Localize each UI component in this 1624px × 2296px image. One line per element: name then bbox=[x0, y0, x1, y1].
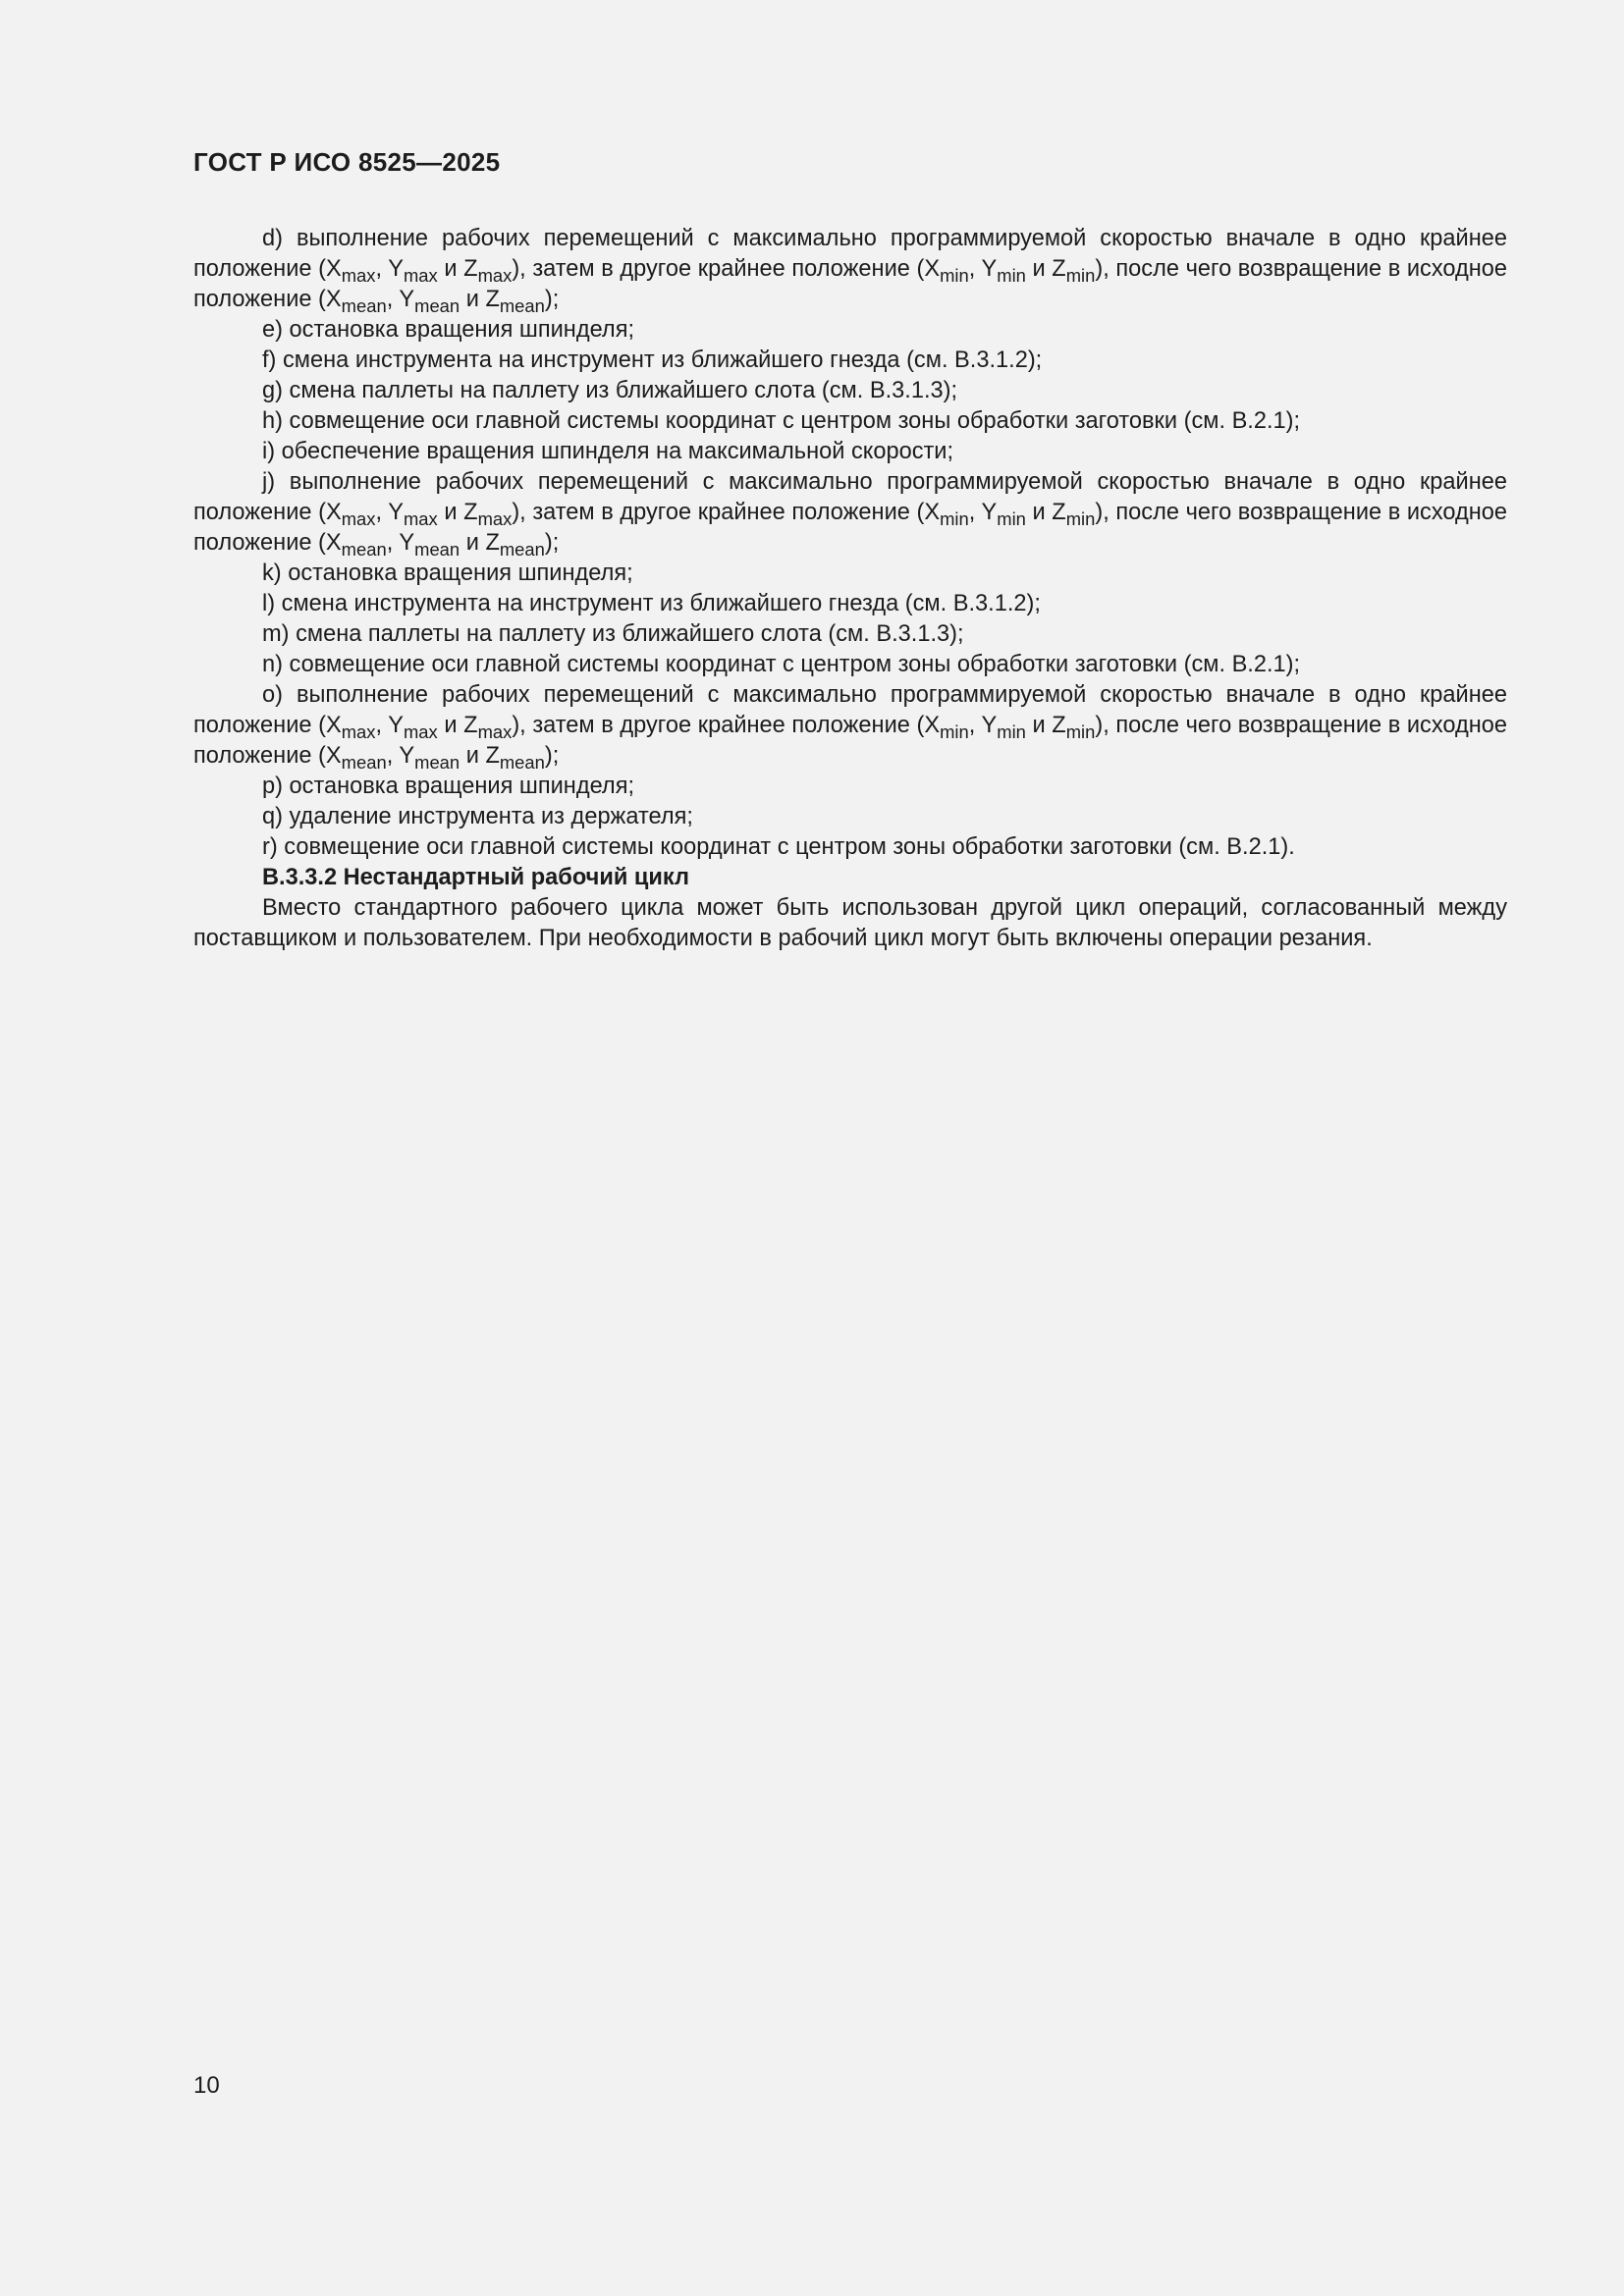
list-item-m: m) смена паллеты на паллету из ближайшего слота (см. В.3.1.3); bbox=[262, 621, 964, 647]
subscript-min: min bbox=[940, 507, 969, 529]
subscript-mean: mean bbox=[414, 751, 460, 773]
axis-y: Y bbox=[981, 256, 998, 282]
axis-x: X bbox=[325, 500, 342, 525]
subscript-mean: mean bbox=[414, 538, 460, 560]
subscript-min: min bbox=[940, 721, 969, 742]
axis-y: Y bbox=[388, 256, 404, 282]
item-label: o) bbox=[262, 682, 283, 708]
list-item-d: d) выполнение рабочих перемещений с максимально программируемой скоростью вначале в одно крайнее положение ($X_{max}$, $Y_{max}$ и $Z_{max}$), затем в другое крайнее положение ($X_{min}$, $Y_{min}$ и $Z_{min}$), после чего возвращение в исходное положение ($X_{mean}$, $Y_{mean}$ и $Z_{mean}$); bbox=[193, 226, 1508, 316]
subscript-min: min bbox=[1065, 721, 1096, 742]
movement-intro: выполнение рабочих перемещений с максимально программируемой скоростью вначале в одно крайнее положение ( bbox=[193, 469, 1507, 525]
subscript-mean: mean bbox=[341, 751, 387, 773]
subscript-max: max bbox=[403, 721, 438, 742]
list-item-o: o) выполнение рабочих перемещений с максимально программируемой скоростью вначале в одно крайнее положение ($X_{max}$, $Y_{max}$ и $Z_{max}$), затем в другое крайнее положение ($X_{min}$, $Y_{min}$ и $Z_{min}$), после чего возвращение в исходное положение ($X_{mean}$, $Y_{mean}$ и $Z_{mean}$); bbox=[193, 682, 1508, 773]
subscript-min: min bbox=[997, 264, 1026, 286]
list-item-e: e) остановка вращения шпинделя; bbox=[262, 317, 635, 343]
axis-x: X bbox=[924, 256, 941, 282]
list-item-l: l) смена инструмента на инструмент из ближайшего гнезда (см. В.3.1.2); bbox=[262, 591, 1041, 616]
section-heading: В.3.3.2 Нестандартный рабочий цикл bbox=[262, 865, 690, 890]
axis-y: Y bbox=[981, 500, 998, 525]
subscript-min: min bbox=[997, 721, 1026, 742]
axis-z: Z bbox=[1052, 500, 1066, 525]
subscript-mean: mean bbox=[341, 538, 387, 560]
axis-x: X bbox=[924, 500, 941, 525]
page-number: 10 bbox=[193, 2072, 220, 2099]
subscript-mean: mean bbox=[341, 294, 387, 316]
item-label: j) bbox=[262, 469, 276, 495]
axis-x: X bbox=[325, 256, 342, 282]
subscript-max: max bbox=[477, 721, 513, 742]
movement-intro: выполнение рабочих перемещений с максимально программируемой скоростью вначале в одно крайнее положение ( bbox=[193, 682, 1507, 738]
axis-x: X bbox=[325, 713, 342, 738]
subscript-min: min bbox=[1065, 507, 1096, 529]
document-body bbox=[193, 224, 1507, 954]
axis-x: X bbox=[924, 713, 941, 738]
subscript-max: max bbox=[403, 507, 438, 529]
movement-intro: выполнение рабочих перемещений с максимально программируемой скоростью вначале в одно крайнее положение ( bbox=[193, 226, 1507, 282]
subscript-max: max bbox=[477, 264, 513, 286]
subscript-max: max bbox=[403, 264, 438, 286]
axis-z: Z bbox=[463, 500, 478, 525]
list-item-i: i) обеспечение вращения шпинделя на максимальной скорости; bbox=[262, 439, 954, 464]
axis-y: Y bbox=[399, 743, 415, 769]
list-item-q: q) удаление инструмента из держателя; bbox=[262, 804, 693, 829]
subscript-mean: mean bbox=[499, 294, 545, 316]
subscript-mean: mean bbox=[414, 294, 460, 316]
subscript-min: min bbox=[1065, 264, 1096, 286]
axis-z: Z bbox=[463, 256, 478, 282]
subscript-max: max bbox=[341, 507, 376, 529]
document-header: ГОСТ Р ИСО 8525—2025 bbox=[193, 147, 501, 177]
subscript-mean: mean bbox=[499, 751, 545, 773]
axis-y: Y bbox=[399, 287, 415, 312]
list-item-h: h) совмещение оси главной системы координат с центром зоны обработки заготовки (см. В.2.1); bbox=[262, 408, 1301, 434]
list-item-r: r) совмещение оси главной системы координат с центром зоны обработки заготовки (см. В.2.1). bbox=[262, 834, 1295, 860]
item-label: d) bbox=[262, 226, 283, 251]
list-item-j: j) выполнение рабочих перемещений с максимально программируемой скоростью вначале в одно крайнее положение ($X_{max}$, $Y_{max}$ и $Z_{max}$), затем в другое крайнее положение ($X_{min}$, $Y_{min}$ и $Z_{min}$), после чего возвращение в исходное положение ($X_{mean}$, $Y_{mean}$ и $Z_{mean}$); bbox=[193, 469, 1508, 560]
axis-y: Y bbox=[981, 713, 998, 738]
subscript-max: max bbox=[477, 507, 513, 529]
axis-x: X bbox=[325, 743, 342, 769]
axis-x: X bbox=[325, 530, 342, 556]
axis-y: Y bbox=[388, 500, 404, 525]
list-item-k: k) остановка вращения шпинделя; bbox=[262, 561, 633, 586]
list-item-n: n) совмещение оси главной системы координат с центром зоны обработки заготовки (см. В.2.1); bbox=[262, 652, 1301, 677]
subscript-min: min bbox=[997, 507, 1026, 529]
axis-z: Z bbox=[485, 530, 500, 556]
axis-z: Z bbox=[485, 743, 500, 769]
axis-y: Y bbox=[388, 713, 404, 738]
subscript-max: max bbox=[341, 264, 376, 286]
axis-z: Z bbox=[1052, 713, 1066, 738]
section-paragraph: Вместо стандартного рабочего цикла может быть использован другой цикл операций, согласованный между поставщиком и пользователем. При необходимости в рабочий цикл могут быть включены операции резания. bbox=[193, 895, 1507, 951]
axis-y: Y bbox=[399, 530, 415, 556]
list-item-f: f) смена инструмента на инструмент из ближайшего гнезда (см. В.3.1.2); bbox=[262, 347, 1043, 373]
axis-z: Z bbox=[1052, 256, 1066, 282]
axis-z: Z bbox=[463, 713, 478, 738]
list-item-p: p) остановка вращения шпинделя; bbox=[262, 774, 635, 799]
axis-z: Z bbox=[485, 287, 500, 312]
subscript-max: max bbox=[341, 721, 376, 742]
list-item-g: g) смена паллеты на паллету из ближайшего слота (см. В.3.1.3); bbox=[262, 378, 958, 403]
axis-x: X bbox=[325, 287, 342, 312]
subscript-mean: mean bbox=[499, 538, 545, 560]
subscript-min: min bbox=[940, 264, 969, 286]
